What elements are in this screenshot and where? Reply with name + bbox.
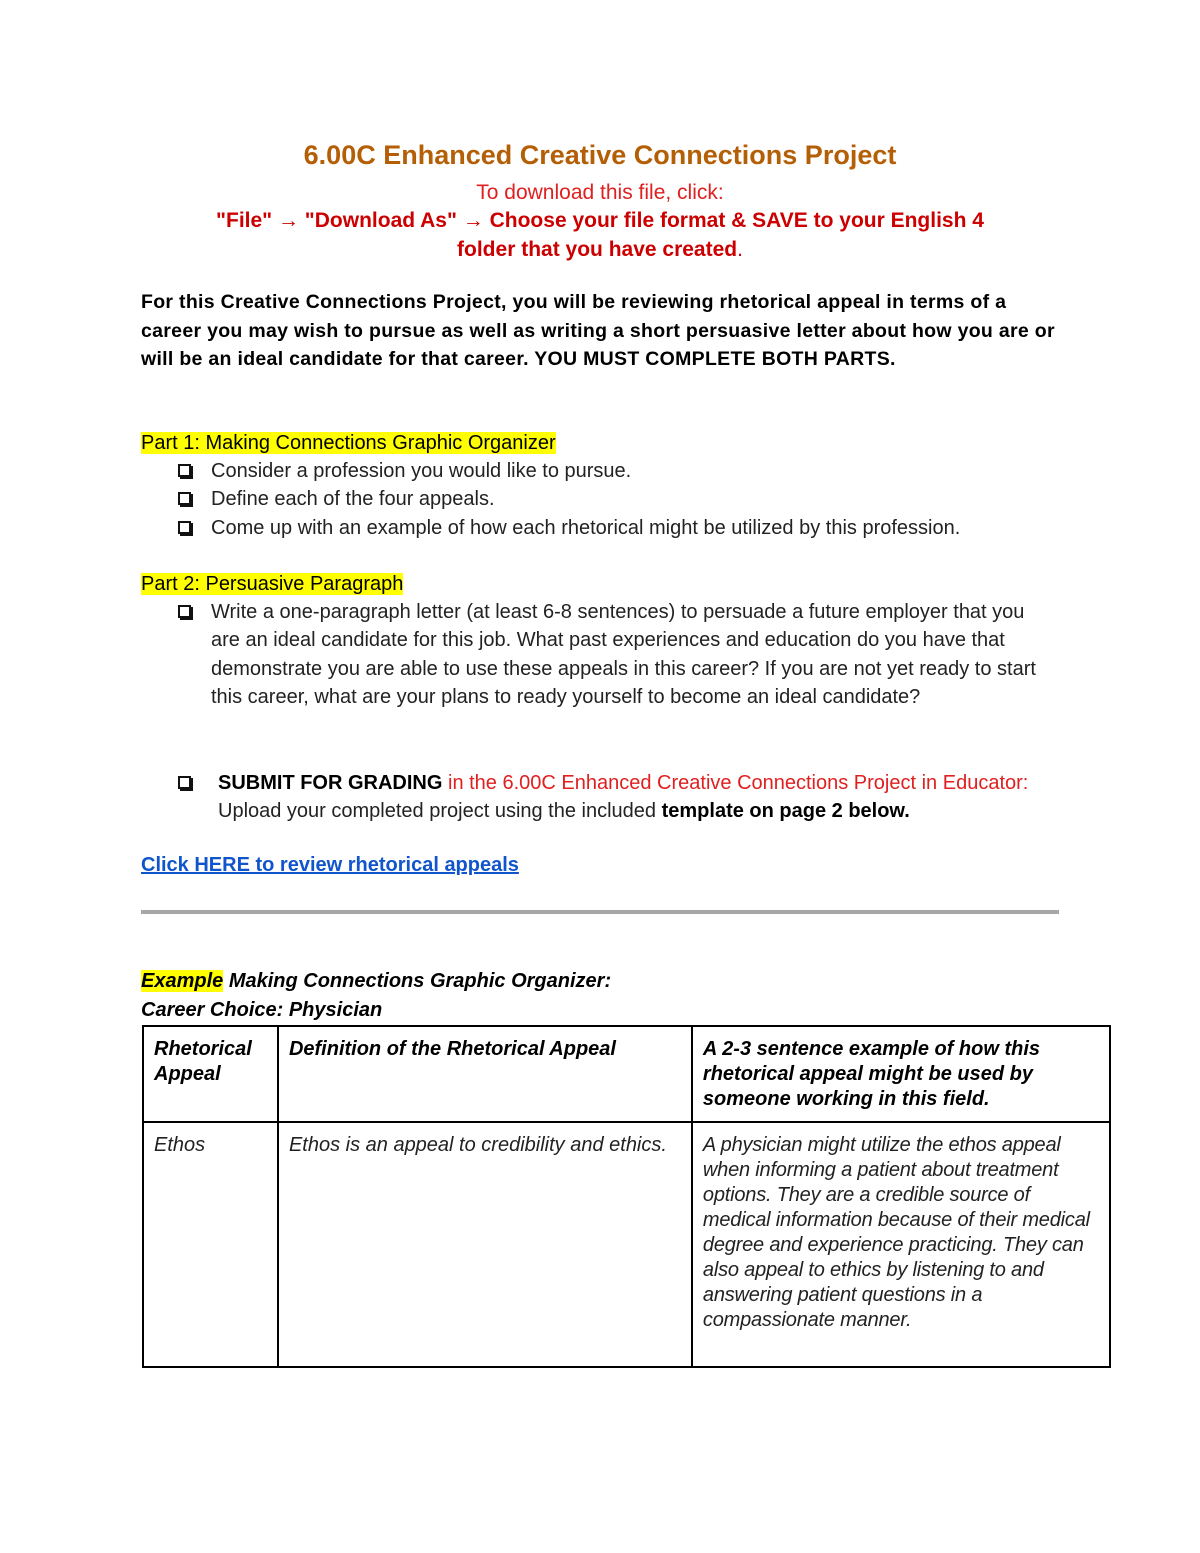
submit-location: in the 6.00C Enhanced Creative Connections Project in Educator: [442, 772, 1029, 794]
table-row [143, 1122, 1110, 1367]
checklist-item [178, 457, 1058, 485]
table-header-cell: Rhetorical Appeal [143, 1026, 278, 1122]
example-heading [141, 967, 611, 1024]
example-highlight: Example [141, 970, 224, 992]
horizontal-divider [141, 910, 1059, 914]
example-label [141, 967, 611, 996]
submit-label: SUBMIT FOR GRADING [218, 772, 443, 794]
part1-heading [141, 429, 556, 457]
download-steps-folder: folder that you have created [457, 237, 738, 261]
part2-heading-text: Part 2: Persuasive Paragraph [141, 573, 404, 595]
checkbox-icon[interactable] [178, 492, 191, 505]
checklist-item-text: Consider a profession you would like to pursue. [211, 460, 632, 482]
part2-checklist [178, 598, 1058, 711]
career-choice: Career Choice: Physician [141, 998, 383, 1021]
checklist-item [178, 598, 1056, 711]
checklist-item [178, 514, 1058, 542]
checklist-item [178, 485, 1058, 513]
table-cell: Ethos is an appeal to credibility and ethics. [278, 1122, 692, 1367]
submit-template-note: template on page 2 below. [661, 800, 910, 823]
page-title: 6.00C Enhanced Creative Connections Project [303, 140, 897, 170]
checklist-item-text: Define each of the four appeals. [211, 488, 495, 511]
review-rhetorical-appeals-link[interactable]: Click HERE to review rhetorical appeals [141, 854, 519, 876]
graphic-organizer-table [142, 1025, 1111, 1368]
download-steps-line1: "File" → "Download As" → Choose your file format & SAVE to your English 4 [216, 209, 984, 232]
checklist-item-submit [178, 769, 1058, 826]
table-header-cell: A 2-3 sentence example of how this rhetorical appeal might be used by someone working in this field. [692, 1026, 1110, 1122]
download-steps-period: . [737, 237, 743, 261]
intro-paragraph: For this Creative Connections Project, you will be reviewing rhetorical appeal in terms of a career you may wish to pursue as well as writing a short persuasive letter about how you are or will be an ideal candidate for that career. YOU MUST COMPLETE BOTH PARTS. [141, 291, 1055, 370]
example-label-text: Making Connections Graphic Organizer: [223, 970, 612, 992]
table-header-cell: Definition of the Rhetorical Appeal [278, 1026, 692, 1122]
download-instruction: To download this file, click: [476, 181, 724, 204]
checklist-item-text: Come up with an example of how each rhetorical might be utilized by this profession. [211, 516, 961, 539]
checklist-item-text: Write a one-paragraph letter (at least 6-8 sentences) to persuade a future employer that you are an ideal candidate for this job. What past experiences and education do you have that demonstrate you are able to use these appeals in this career? If you are not yet ready to start this career, what are your plans to ready yourself to become an ideal candidate? [211, 601, 1036, 708]
download-steps-line2 [0, 236, 1200, 265]
download-steps [0, 207, 1200, 264]
part1-checklist [178, 457, 1058, 542]
table-cell: Ethos [143, 1122, 278, 1367]
checkbox-icon[interactable] [178, 521, 191, 534]
part2-heading [141, 570, 403, 598]
checkbox-icon[interactable] [178, 776, 191, 789]
table-cell: A physician might utilize the ethos appeal when informing a patient about treatment options. They are a credible source of medical information because of their medical degree and experience practicing. They can also appeal to ethics by listening to and answering patient questions in a compassionate manner. [692, 1122, 1110, 1367]
checkbox-icon[interactable] [178, 605, 191, 618]
checkbox-icon[interactable] [178, 464, 191, 477]
part1-heading-text: Part 1: Making Connections Graphic Organizer [141, 432, 556, 454]
table-header-row [143, 1026, 1110, 1122]
submit-instruction: Upload your completed project using the included [218, 800, 662, 823]
submit-checklist [178, 769, 1058, 826]
